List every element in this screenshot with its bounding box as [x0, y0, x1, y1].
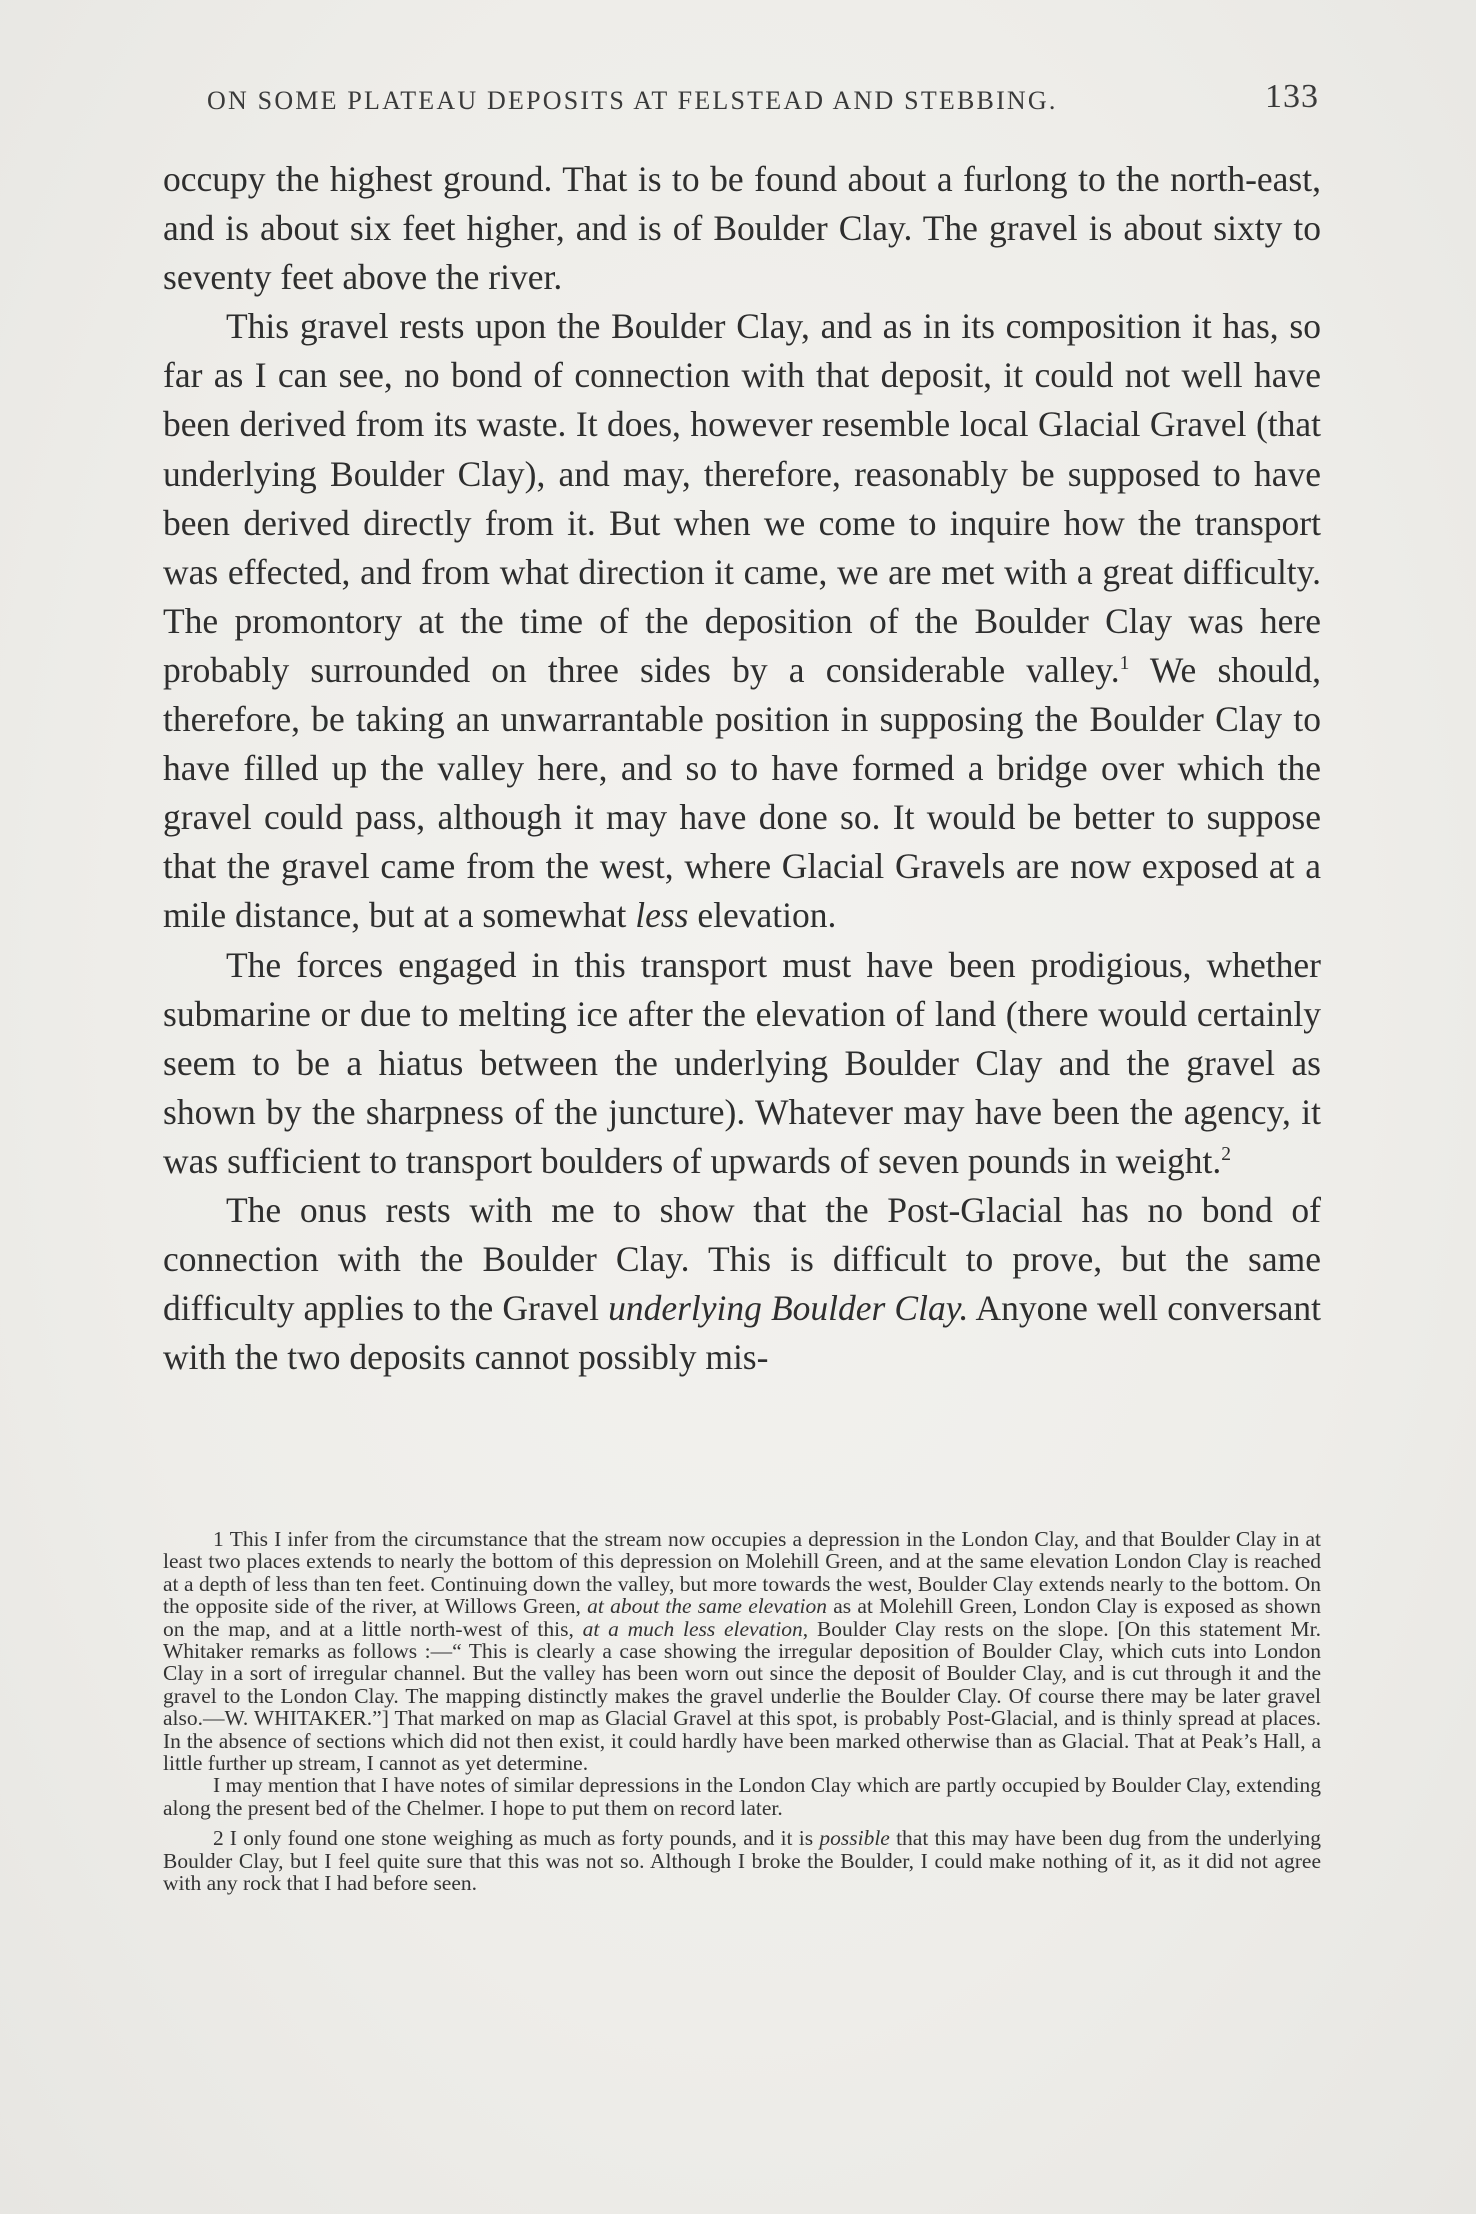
footnote-1-text-a: This I infer from the circumstance that the stream now occupies a depression in the London Clay, and that Boulder Clay in at least two places extends to nearly the bottom of this depression on Molehill Green, and at the same elevation London Clay is reached at a depth of less than ten feet. Continuing down the valley, but more towards the west, Boulder Clay extends nearly to the bottom. On the opposite side of the river, at Willows Green,	[163, 1527, 1321, 1619]
footnote-1-note-text: I may mention that I have notes of similar depressions in the London Clay which are partly occupied by Boulder Clay, extending along the present bed of the Chelmer. I hope to put them on record later.	[163, 1773, 1321, 1820]
footnote-2	[163, 1827, 1321, 1894]
footnote-1-emphasis-2: at a much less elevation	[582, 1616, 803, 1641]
footnotes	[163, 1528, 1321, 1895]
paragraph-1-text: occupy the highest ground. That is to be found about a furlong to the north-east, and is about six feet higher, and is of Boulder Clay. The gravel is about sixty to seventy feet above the river.	[163, 159, 1321, 298]
footnote-2-emphasis: possible	[819, 1826, 890, 1851]
running-head	[207, 78, 1319, 128]
paragraph-2	[163, 302, 1321, 940]
footnote-2-mark: 2	[213, 1826, 224, 1851]
footnote-ref-1: 1	[1119, 653, 1130, 675]
paragraph-2-text-a: This gravel rests upon the Boulder Clay, and as in its composition it has, so far as I can see, no bond of connection with that deposit, it could not well have been derived from its waste. It does, however resemble local Glacial Gravel (that underlying Boulder Clay), and may, therefore, reasonably be supposed to have been derived directly from it. But when we come to inquire how the transport was effected, and from what direction it came, we are met with a great difficulty. The promontory at the time of the deposition of the Boulder Clay was here probably surrounded on three sides by a considerable valley.	[163, 306, 1321, 690]
footnote-2-text-a: I only found one stone weighing as much as forty pounds, and it is	[229, 1826, 820, 1851]
page-number: 133	[1265, 78, 1319, 115]
running-title: ON SOME PLATEAU DEPOSITS AT FELSTEAD AND STEBBING.	[207, 86, 1058, 115]
footnote-1	[163, 1528, 1321, 1774]
paragraph-2-emphasis: less	[635, 895, 689, 936]
paragraph-4-text-a: The onus rests with me to show that the Post-Glacial has no bond of connection with the Boulder Clay. This is difficult to prove, but the same difficulty applies to the Gravel	[163, 1189, 1321, 1329]
footnote-1-emphasis-1: at about the same elevation	[587, 1594, 827, 1619]
paragraph-4	[163, 1186, 1321, 1382]
paragraph-2-text-b: We should, therefore, be taking an unwarrantable position in supposing the Boulder Clay to have filled up the valley here, and so to have formed a bridge over which the gravel could pass, although it may have done so. It would be better to suppose that the gravel came from the west, where Glacial Gravels are now exposed at a mile distance, but at a somewhat	[163, 649, 1321, 936]
paragraph-4-text-b: Anyone well conversant with the two deposits cannot possibly mis-	[163, 1288, 1321, 1378]
footnote-ref-2: 2	[1221, 1144, 1232, 1166]
footnote-1-note	[163, 1774, 1321, 1819]
footnote-2-text-b: that this may have been dug from the underlying Boulder Clay, but I feel quite sure that this was not so. Although I broke the Boulder, I could make nothing of it, as it did not agree with any rock that I had before seen.	[163, 1826, 1321, 1896]
paragraph-4-emphasis: underlying Boulder Clay.	[608, 1288, 969, 1329]
paragraph-3-text: The forces engaged in this transport must have been prodigious, whether submarine or due to melting ice after the elevation of land (there would certainly seem to be a hiatus between the underlying Boulder Clay and the gravel as shown by the sharpness of the juncture). Whatever may have been the agency, it was sufficient to transport boulders of upwards of seven pounds in weight.	[163, 944, 1321, 1181]
paragraph-3	[163, 941, 1321, 1186]
footnote-1-text-b: as at Molehill Green, London Clay is exposed as shown on the map, and at a little north-west of this,	[163, 1594, 1322, 1641]
footnote-1-mark: 1	[213, 1527, 224, 1551]
footnote-1-text-c: , Boulder Clay rests on the slope. [On this statement Mr. Whitaker remarks as follows :—“ This is clearly a case showing the irregular deposition of Boulder Clay, which cuts into London Clay in a sort of irregular channel. But the valley has been worn out since the deposit of Boulder Clay, and is cut through it and the gravel to the London Clay. The mapping distinctly makes the gravel underlie the Boulder Clay. Of course there may be later gravel also.—W. WHITAKER.”] That marked on map as Glacial Gravel at this spot, is probably Post-Glacial, and is thinly spread at places. In the absence of sections which did not then exist, it could hardly have been marked otherwise than as Glacial. That at Peak’s Hall, a little further up stream, I cannot as yet determine.	[163, 1616, 1321, 1776]
body-text	[163, 155, 1321, 1382]
paragraph-2-text-c: elevation.	[688, 895, 837, 936]
paragraph-1	[163, 155, 1321, 302]
